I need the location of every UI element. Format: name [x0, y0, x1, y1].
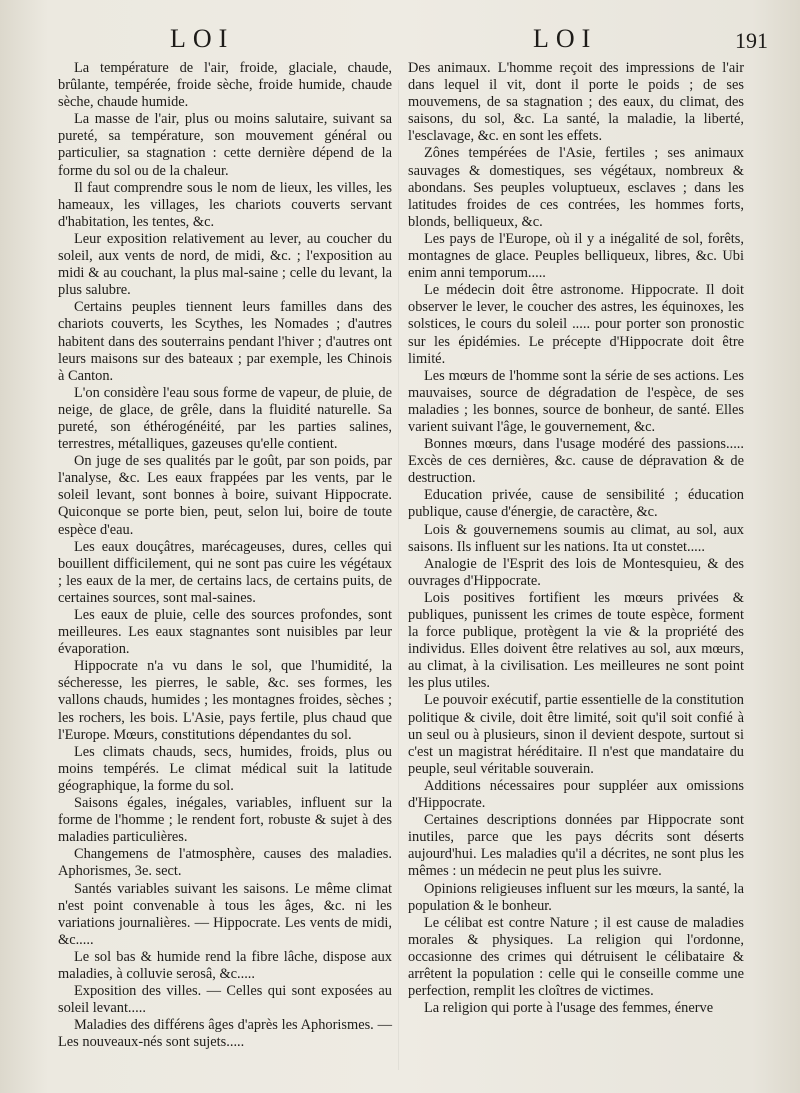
paragraph: Les eaux de pluie, celle des sources profondes, sont meilleures. Les eaux stagnantes sont nuisibles par leur évaporation.	[58, 607, 392, 658]
column-gutter	[398, 80, 399, 1070]
paragraph: La température de l'air, froide, glaciale, chaude, brûlante, tempérée, froide sèche, froide humide, chaude sèche, chaude humide.	[58, 60, 392, 111]
paragraph: Maladies des différens âges d'après les Aphorismes. — Les nouveaux-nés sont sujets.....	[58, 1017, 392, 1051]
paragraph: Leur exposition relativement au lever, au coucher du soleil, aux vents de nord, de midi, &c. ; l'exposition au midi & au couchant, la plus mal-saine ; celle du levant, la plus salubre.	[58, 230, 392, 299]
paragraph: Education privée, cause de sensibilité ; éducation publique, cause d'énergie, de caractère, &c.	[408, 487, 744, 521]
right-column	[408, 60, 744, 1017]
paragraph: Changemens de l'atmosphère, causes des maladies. Aphorismes, 3e. sect.	[58, 846, 392, 880]
paragraph: La masse de l'air, plus ou moins salutaire, suivant sa pureté, sa température, son mouvement général ou particulier, sa stagnation : cette dernière dépend de la forme du sol ou de la chaleur.	[58, 111, 392, 179]
running-head-left: LOI	[170, 24, 235, 53]
paragraph: Le pouvoir exécutif, partie essentielle de la constitution politique & civile, doit être limité, soit qu'il soit confié à un seul ou à plusieurs, sinon il devient despote, surtout si c'est un magistrat héréditaire. Il n'est que mandataire du peuple, seul véritable souverain.	[408, 692, 744, 777]
paragraph: Les climats chauds, secs, humides, froids, plus ou moins tempérés. Le climat médical suit la latitude géographique, la forme du sol.	[58, 743, 392, 794]
paragraph: L'on considère l'eau sous forme de vapeur, de pluie, de neige, de glace, de grêle, dans la fluidité naturelle. Sa pureté, son éthérogénéité, par les parties salines, terrestres, métalliques, gazeuses qu'elle contient.	[58, 384, 392, 453]
paragraph: La religion qui porte à l'usage des femmes, énerve	[424, 1000, 714, 1017]
paragraph: Lois positives fortifient les mœurs privées & publiques, punissent les crimes de toute espèce, forment la force publique, protègent la vie & la propriété des individus. Elles doivent être relatives au sol, aux mœurs, au climat, à la civilisation. Les meilleures ne sont point les plus utiles.	[408, 589, 744, 692]
paragraph: Le sol bas & humide rend la fibre lâche, dispose aux maladies, à colluvie serosâ, &c.....	[58, 948, 392, 982]
paragraph: Les pays de l'Europe, où il y a inégalité de sol, forêts, montagnes de glace. Peuples belliqueux, libres, &c. Ubi enim anni temporum.....	[408, 230, 744, 282]
paragraph: Opinions religieuses influent sur les mœurs, la santé, la population & le bonheur.	[408, 880, 744, 914]
paragraph: Additions nécessaires pour suppléer aux omissions d'Hippocrate.	[408, 777, 744, 812]
paragraph: Le médecin doit être astronome. Hippocrate. Il doit observer le lever, le coucher des astres, les équinoxes, les solstices, le cours du soleil ..... pour porter son pronostic sur les épidémies. Le précepte d'Hippocrate doit être limité.	[408, 282, 744, 367]
paragraph: Le célibat est contre Nature ; il est cause de maladies morales & physiques. La religion qui l'ordonne, occasionne des crimes qui détruisent le célibataire & arrêtent la population : celle qui le conseille comme une perfection, remplit les cloîtres de victimes.	[408, 914, 744, 1000]
page-header	[0, 24, 800, 58]
paragraph: Santés variables suivant les saisons. Le même climat n'est point convenable à tous les âges, &c. ni les variations journalières. — Hippocrate. Les vents de midi, &c.....	[58, 880, 392, 948]
paragraph: Saisons égales, inégales, variables, influent sur la forme de l'homme ; le rendent fort, robuste & sujet à des maladies particulières.	[58, 795, 392, 846]
paragraph: Lois & gouvernemens soumis au climat, au sol, aux saisons. Ils influent sur les nations. Ita ut constet.....	[408, 521, 744, 555]
paragraph: On juge de ses qualités par le goût, par son poids, par l'analyse, &c. Les eaux frappées par les vents, par le soleil levant, sont bonnes à boire, suivant Hippocrate. Quiconque se porte bien, peut, selon lui, boire de toute espèce d'eau.	[58, 453, 392, 538]
paragraph: Exposition des villes. — Celles qui sont exposées au soleil levant.....	[58, 983, 392, 1017]
paragraph: Zônes tempérées de l'Asie, fertiles ; ses animaux sauvages & domestiques, ses végétaux, nombreux & abondans. Ses peuples voluptueux, esclaves ; dans les latitudes froides de ces contrées, les hommes forts, blonds, belliqueux, &c.	[408, 145, 744, 230]
running-head-right: LOI	[533, 24, 598, 53]
paragraph: Hippocrate n'a vu dans le sol, que l'humidité, la sécheresse, les pierres, le sable, &c. ses formes, les vallons chauds, humides ; les montagnes froides, sèches ; les rochers, les bois. L'Asie, pays fertile, plus chaud que l'Europe. Mœurs, constitutions dépendantes du sol.	[58, 658, 392, 743]
paragraph: Les eaux douçâtres, marécageuses, dures, celles qui bouillent difficilement, qui ne sont pas cuire les végétaux ; les eaux de la mer, de certains lacs, de certains puits, de certaines sources, sont mal-saines.	[58, 538, 392, 606]
paragraph: Certains peuples tiennent leurs familles dans des chariots couverts, les Scythes, les Nomades ; d'autres habitent dans des souterrains pendant l'hiver ; d'autres ont leurs maisons sur des bateaux ; par exemple, les Chinois à Canton.	[58, 299, 392, 384]
page-number: 191	[735, 28, 768, 53]
paragraph: Les mœurs de l'homme sont la série de ses actions. Les mauvaises, source de dégradation de l'espèce, de ses maladies ; les bonnes, source de bonheur, de santé. Elles varient suivant l'âge, le gouvernement, &c.	[408, 367, 744, 435]
paragraph: Analogie de l'Esprit des lois de Montesquieu, & des ouvrages d'Hippocrate.	[408, 555, 744, 589]
paragraph: Bonnes mœurs, dans l'usage modéré des passions..... Excès de ces dernières, &c. cause de dépravation & de destruction.	[408, 436, 744, 487]
paragraph: Certaines descriptions données par Hippocrate sont inutiles, parce que les pays décrits sont déserts aujourd'hui. Les maladies qu'il a décrites, ne sont plus les mêmes : un médecin ne peut plus les suivre.	[408, 812, 744, 880]
left-column	[58, 60, 392, 1051]
paragraph: Des animaux. L'homme reçoit des impressions de l'air dans lequel il vit, dont il porte le poids ; de ses mouvemens, de sa stagnation ; des eaux, du climat, des saisons, du sol, &c. La santé, la maladie, la liberté, l'esclavage, &c. en sont les effets.	[408, 60, 744, 145]
paragraph: Il faut comprendre sous le nom de lieux, les villes, les hameaux, les villages, les chariots couverts servant d'habitation, les tentes, &c.	[58, 179, 392, 230]
